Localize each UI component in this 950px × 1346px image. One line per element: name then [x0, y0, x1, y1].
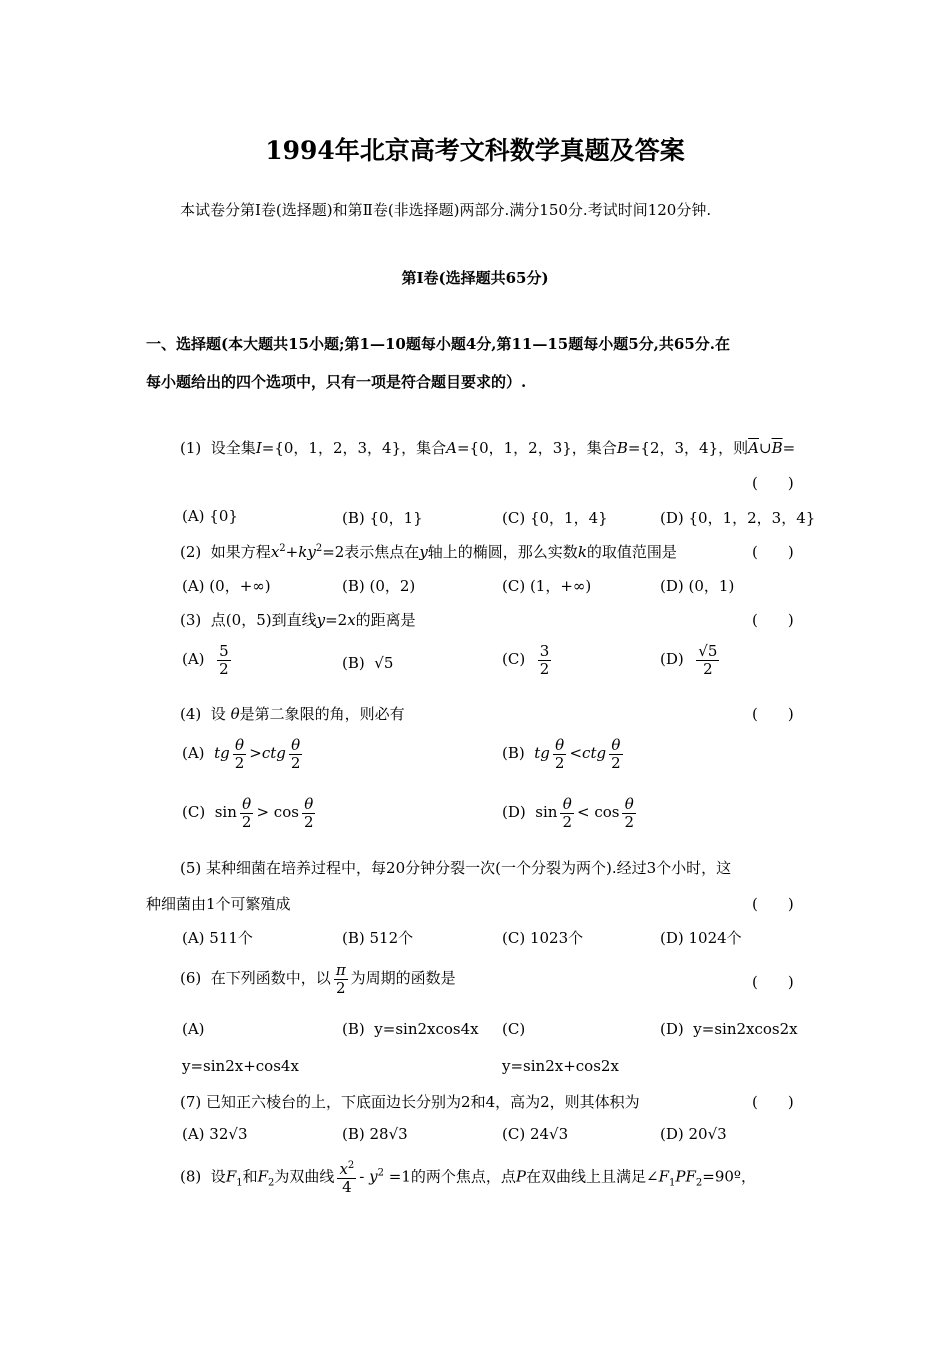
question-4-stem: (4) 设 θ是第二象限的角，则必有	[180, 705, 405, 723]
q6-option-c-text: y=sin2x+cos2x	[502, 1057, 619, 1075]
answer-paren-5: ( )	[752, 895, 794, 913]
q6-option-c-label: (C)	[502, 1020, 526, 1038]
q4-option-b: (B) tg $\frac{\theta}{2}$ <ctg $\frac{\theta}{2}$	[502, 736, 621, 772]
q7-option-a: (A) 32√3	[182, 1125, 248, 1143]
question-1-stem: (1) 设全集I={0，1，2，3，4}，集合A={0，1，2，3}，集合B={2，3，4}，则$\overline{A}\cup\overline{B}=$	[180, 439, 796, 457]
section-heading-line1: 一、选择题(本大题共15小题;第1—10题每小题4分,第11—15题每小题5分,共65分.在	[146, 335, 730, 353]
page-title: 1994年北京高考文科数学真题及答案	[265, 136, 685, 165]
q5-option-c: (C) 1023个	[502, 929, 584, 947]
section-heading-line2: 每小题给出的四个选项中，只有一项是符合题目要求的）.	[146, 373, 527, 391]
q5-option-a: (A) 511个	[182, 929, 253, 947]
q5-option-d: (D) 1024个	[660, 929, 742, 947]
question-2-stem: (2) 如果方程$x^2+ky^2=2$表示焦点在y轴上的椭圆，那么实数k的取值范围是	[180, 543, 677, 561]
question-7-stem: (7) 已知正六棱台的上，下底面边长分别为2和4，高为2，则其体积为	[180, 1093, 640, 1111]
question-5-stem-line2: 种细菌由1个可繁殖成	[146, 895, 291, 913]
q4-option-a: (A) tg $\frac{\theta}{2}$ >ctg $\frac{\theta}{2}$	[182, 736, 301, 772]
answer-paren-6: ( )	[752, 973, 794, 991]
q3-option-a: (A) $\frac{5}{2}$	[182, 642, 229, 678]
q1-option-a: (A) {0}	[182, 507, 238, 525]
answer-paren-2: ( )	[752, 543, 794, 561]
q4-option-d: (D) sin $\frac{\theta}{2}$ < cos $\frac{\theta}{2}$	[502, 795, 635, 831]
q2-option-b: (B) (0，2)	[342, 577, 416, 595]
q7-option-d: (D) 20√3	[660, 1125, 727, 1143]
q6-option-b: (B) y=sin2xcos4x	[342, 1020, 479, 1038]
question-3-stem: (3) 点(0，5)到直线y=2x的距离是	[180, 611, 416, 629]
answer-paren-4: ( )	[752, 705, 794, 723]
q2-option-a: (A) (0，+∞)	[182, 577, 271, 595]
q1-option-c: (C) {0，1，4}	[502, 509, 608, 527]
q3-option-c: (C) $\frac{3}{2}$	[502, 642, 550, 678]
q5-option-b: (B) 512个	[342, 929, 414, 947]
q7-option-b: (B) 28√3	[342, 1125, 408, 1143]
q7-option-c: (C) 24√3	[502, 1125, 569, 1143]
q2-option-c: (C) (1，+∞)	[502, 577, 592, 595]
q6-option-d: (D) y=sin2xcos2x	[660, 1020, 798, 1038]
q6-option-a-label: (A)	[182, 1020, 205, 1038]
q1-option-d: (D) {0，1，2，3，4}	[660, 509, 816, 527]
question-8-stem: (8) 设$F_1$和$F_2$为双曲线 $\frac{x^2}{4}$ - $y^2 =1$的两个焦点，点P在双曲线上且满足$\angle F_1PF_2=90º$，	[180, 1160, 756, 1196]
exam-intro: 本试卷分第Ⅰ卷(选择题)和第Ⅱ卷(非选择题)两部分.满分150分.考试时间120分钟.	[180, 201, 712, 219]
question-6-stem: (6) 在下列函数中，以 $\frac{\pi}{2}$ 为周期的函数是	[180, 961, 456, 997]
answer-paren-1: ( )	[752, 474, 794, 492]
answer-paren-3: ( )	[752, 611, 794, 629]
part-one-title: 第Ⅰ卷(选择题共65分)	[401, 269, 549, 287]
q3-option-b: (B) √5	[342, 654, 394, 672]
question-5-stem-line1: (5) 某种细菌在培养过程中，每20分钟分裂一次(一个分裂为两个).经过3个小时，这	[180, 859, 732, 877]
q1-option-b: (B) {0，1}	[342, 509, 423, 527]
q6-option-a-text: y=sin2x+cos4x	[182, 1057, 299, 1075]
answer-paren-7: ( )	[752, 1093, 794, 1111]
q4-option-c: (C) sin $\frac{\theta}{2}$ > cos $\frac{\theta}{2}$	[182, 795, 314, 831]
q2-option-d: (D) (0，1)	[660, 577, 735, 595]
q3-option-d: (D) $\frac{√5}{2}$	[660, 642, 718, 678]
